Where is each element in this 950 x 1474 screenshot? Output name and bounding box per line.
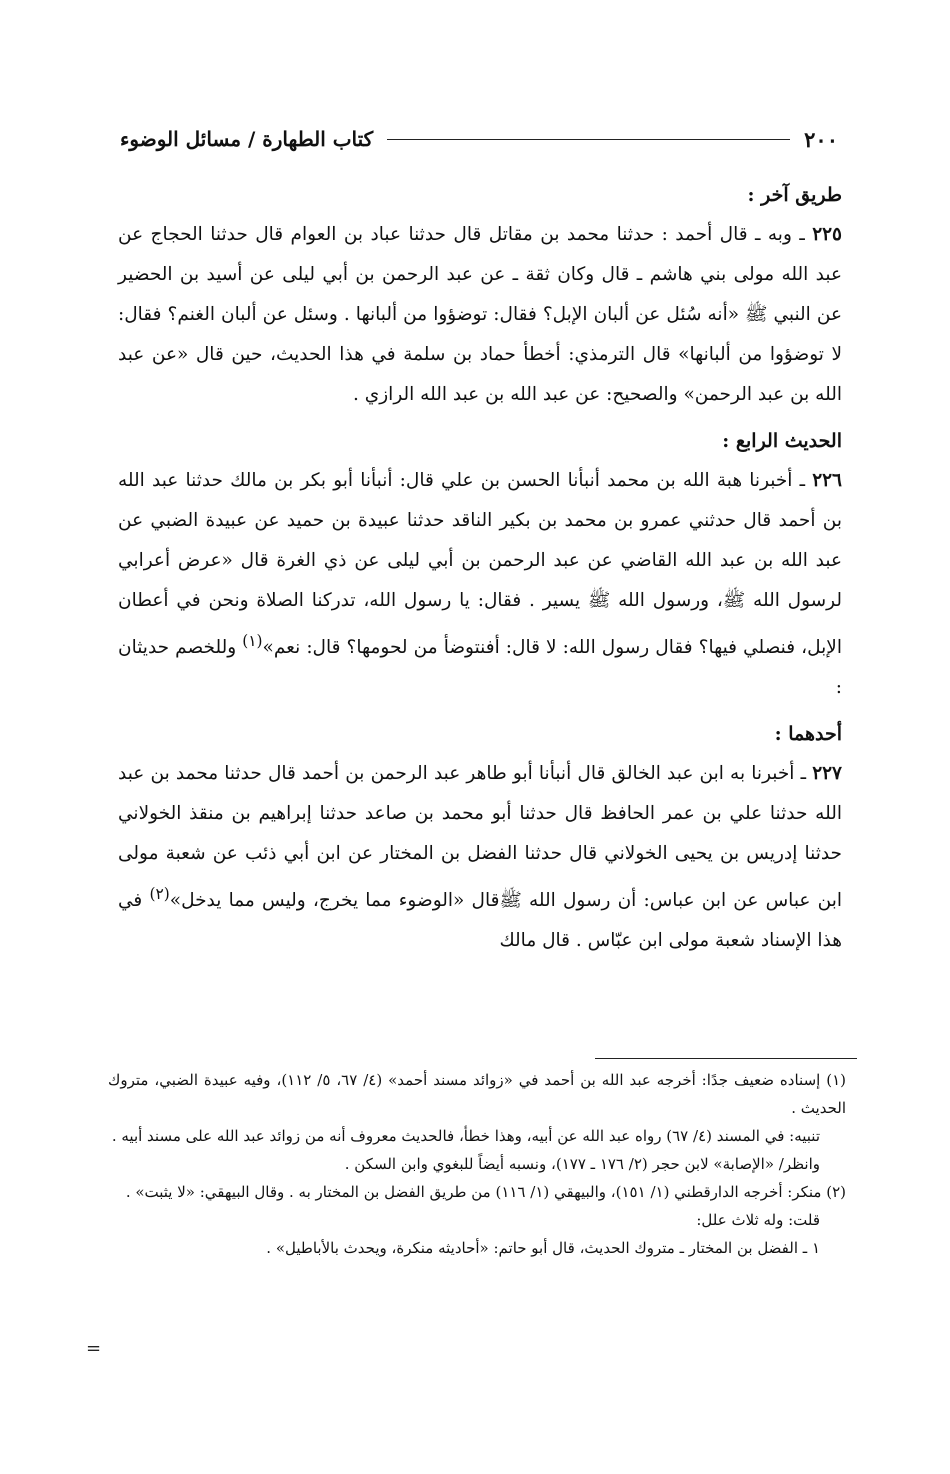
hadith-number: ٢٢٦ xyxy=(812,470,842,491)
hadith-number: ٢٢٧ xyxy=(812,763,842,785)
page-number: ٢٠٠ xyxy=(804,126,838,152)
footnote-2-note: قلت: وله ثلاث علل: xyxy=(696,1211,820,1229)
footnote-1: (١) إسناده ضعيف جدًا: أخرجه عبد الله بن أحمد في «زوائد مسند أحمد» (٤/ ٦٧، ٥/ ١١٢)، وفيه عبيدة الضبي، متروك الحديث . xyxy=(108,1071,846,1117)
hadith-text-tail: وللخصم حديثان : xyxy=(118,637,842,699)
running-header xyxy=(120,124,838,154)
hadith-227 xyxy=(118,754,842,961)
hadith-number: ٢٢٥ xyxy=(812,224,842,245)
footnotes xyxy=(108,1066,846,1262)
header-rule xyxy=(387,139,790,140)
footnote-ref-1[interactable]: (١) xyxy=(242,632,263,650)
footnote-separator xyxy=(595,1058,857,1059)
hadith-225 xyxy=(118,215,842,415)
section-heading-2: الحديث الرابع : xyxy=(722,430,842,452)
hadith-226 xyxy=(118,461,842,708)
section-heading-1: طريق آخر : xyxy=(747,184,842,206)
hadith-text-tail: في هذا الإسناد شعبة مولى ابن عبّاس . قال مالك xyxy=(118,890,842,952)
continuation-mark: = xyxy=(86,1338,102,1359)
running-title: كتاب الطهارة / مسائل الوضوء xyxy=(120,127,374,151)
section-heading-3: أحدهما : xyxy=(774,723,842,746)
footnote-2-item-1: ١ ـ الفضل بن المختار ـ متروك الحديث، قال أبو حاتم: «أحاديثه منكرة، ويحدث بالأباطيل» . xyxy=(266,1239,820,1257)
footnote-1-see: وانظر/ «الإصابة» لابن حجر (٢/ ١٧٦ ـ ١٧٧)، ونسبه أيضاً للبغوي وابن السكن . xyxy=(344,1155,820,1173)
footnote-2: (٢) منكر: أخرجه الدارقطني (١/ ١٥١)، والبيهقي (١/ ١١٦) من طريق الفضل بن المختار به . وقال البيهقي: «لا يثبت» . xyxy=(125,1183,846,1201)
main-text xyxy=(118,175,842,961)
hadith-text: ـ وبه ـ قال أحمد : حدثنا محمد بن مقاتل قال حدثنا عباد بن العوام قال حدثنا الحجاج عن عبد الله مولى بني هاشم ـ قال وكان ثقة ـ عن عبد الرحمن بن أبي ليلى عن أسيد بن الحضير عن النبي ﷺ «أنه سُئل عن ألبان الإبل؟ فقال: توضؤوا من ألبانها . وسئل عن ألبان الغنم؟ فقال: لا توضؤوا من ألبانها» قال الترمذي: أخطأ حماد بن سلمة في هذا الحديث، حين قال «عن عبد الله بن عبد الرحمن» والصحيح: عن عبد الله بن عبد الله الرازي . xyxy=(118,224,842,405)
hadith-text: ـ أخبرنا به ابن عبد الخالق قال أنبأنا أبو طاهر عبد الرحمن بن أحمد قال حدثنا محمد بن عبد الله حدثنا علي بن عمر الحافظ قال حدثنا أبو محمد بن صاعد حدثنا إبراهيم بن منقذ الخولاني حدثنا إدريس بن يحيى الخولاني قال حدثنا الفضل بن المختار عن ابن أبي ذئب عن شعبة مولى ابن عباس عن ابن عباس: أن رسول الله ﷺقال «الوضوء مما يخرج، وليس مما يدخل» xyxy=(118,763,842,912)
hadith-text: ـ أخبرنا هبة الله بن محمد أنبأنا الحسن بن علي قال: أنبأنا أبو بكر بن مالك حدثنا عبد الله بن أحمد قال حدثني عمرو بن محمد بن بكير الناقد حدثنا عبيدة بن حميد عن عبيدة الضبي عن عبد الله بن عبد الله القاضي عن عبد الرحمن بن أبي ليلى عن ذي الغرة قال «عرض أعرابي لرسول الله ﷺ، ورسول الله ﷺ يسير . فقال: يا رسول الله، تدركنا الصلاة ونحن في أعطان الإبل، فنصلي فيها؟ فقال رسول الله: لا قال: أفنتوضأ من لحومها؟ قال: نعم» xyxy=(118,470,842,659)
footnote-1-note: تنبيه: في المسند (٤/ ٦٧) رواه عبد الله عن أبيه، وهذا خطأ، فالحديث معروف أنه من زوائد عبد الله على مسند أبيه . xyxy=(111,1127,820,1145)
footnote-ref-2[interactable]: (٢) xyxy=(149,885,170,904)
